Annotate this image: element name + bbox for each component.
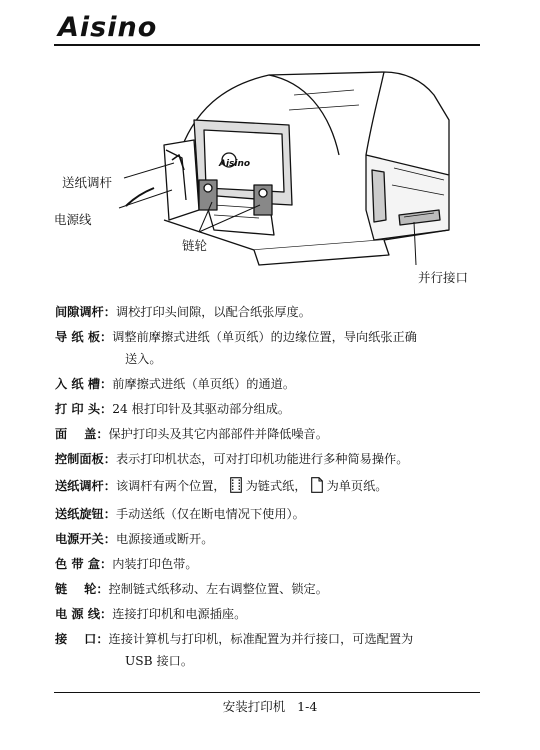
- definition-desc: 调校打印头间隙，以配合纸张厚度。: [115, 305, 311, 319]
- definition-item: [55, 424, 485, 446]
- definition-desc: 前摩擦式进纸（单页纸）的通道。: [112, 376, 296, 391]
- definition-term: 接 口：: [55, 632, 109, 646]
- definition-term: 间隙调杆：: [55, 305, 116, 319]
- definition-item: [55, 529, 485, 551]
- definition-desc: 内装打印色带。: [112, 557, 198, 571]
- definition-term: 电 源 线：: [55, 607, 113, 621]
- definition-item: [55, 327, 485, 370]
- definition-item: [55, 579, 485, 601]
- definition-term: 导 纸 板：: [55, 330, 113, 344]
- continuous-paper-icon: [230, 477, 242, 501]
- definition-desc: 该调杆有两个位置，: [115, 478, 226, 493]
- header-rule: [54, 44, 480, 46]
- page-footer: 安装打印机 1-4: [222, 699, 318, 714]
- definition-item: [55, 374, 485, 396]
- definition-item: [55, 302, 485, 324]
- definition-term: 送纸调杆：: [55, 478, 116, 493]
- callout-power-cord: 电源线: [54, 212, 92, 227]
- callout-sprocket: 链轮: [182, 238, 208, 253]
- definition-desc-cont: 送入。: [125, 351, 162, 366]
- callout-paper-lever: 送纸调杆: [62, 175, 113, 190]
- definition-desc-cont: USB 接口。: [125, 653, 194, 668]
- definition-item: [55, 449, 485, 471]
- single-sheet-icon: [311, 477, 323, 501]
- definition-term: 控制面板：: [55, 451, 116, 466]
- definition-desc: 保护打印头及其它内部部件并降低噪音。: [108, 426, 328, 441]
- definition-desc: 电源接通或断开。: [115, 532, 214, 546]
- definition-desc: 手动送纸（仅在断电情况下使用）。: [115, 507, 305, 521]
- definition-term: 送纸旋钮：: [55, 507, 116, 521]
- definition-desc-single: 为单页纸。: [326, 478, 388, 493]
- definition-item: [55, 399, 485, 421]
- definition-item: [55, 474, 485, 501]
- definition-term: 打 印 头：: [55, 401, 113, 416]
- printer-illustration: [54, 60, 484, 300]
- definition-term: 链 轮：: [55, 582, 109, 596]
- brand-logo: Aisino: [58, 12, 158, 43]
- definition-term: 色 带 盒：: [55, 557, 113, 571]
- definition-desc: 24 根打印针及其驱动部分组成。: [112, 401, 291, 416]
- definition-desc: 表示打印机状态，可对打印机功能进行多种简易操作。: [115, 451, 409, 466]
- printer-logo: Aisino: [219, 159, 251, 169]
- definition-term: 面 盖：: [55, 426, 109, 441]
- definition-desc: 调整前摩擦式进纸（单页纸）的边缘位置，导向纸张正确: [112, 330, 417, 344]
- definition-desc-continuous: 为链式纸，: [245, 478, 307, 493]
- definition-term: 入 纸 槽：: [55, 376, 113, 391]
- definition-item: [55, 504, 485, 526]
- footer-rule: [54, 692, 480, 693]
- definition-desc: 控制链式纸移动、左右调整位置、锁定。: [108, 582, 328, 596]
- callout-parallel-port: 并行接口: [418, 270, 469, 285]
- definition-item: [55, 604, 485, 626]
- definition-desc: 连接计算机与打印机，标准配置为并行接口，可选配置为: [108, 632, 414, 646]
- component-definitions: [55, 302, 485, 672]
- definition-item: [55, 629, 485, 672]
- printer-drawing: [54, 60, 484, 300]
- definition-desc: 连接打印机和电源插座。: [112, 607, 247, 621]
- definition-term: 电源开关：: [55, 532, 116, 546]
- definition-item: [55, 554, 485, 576]
